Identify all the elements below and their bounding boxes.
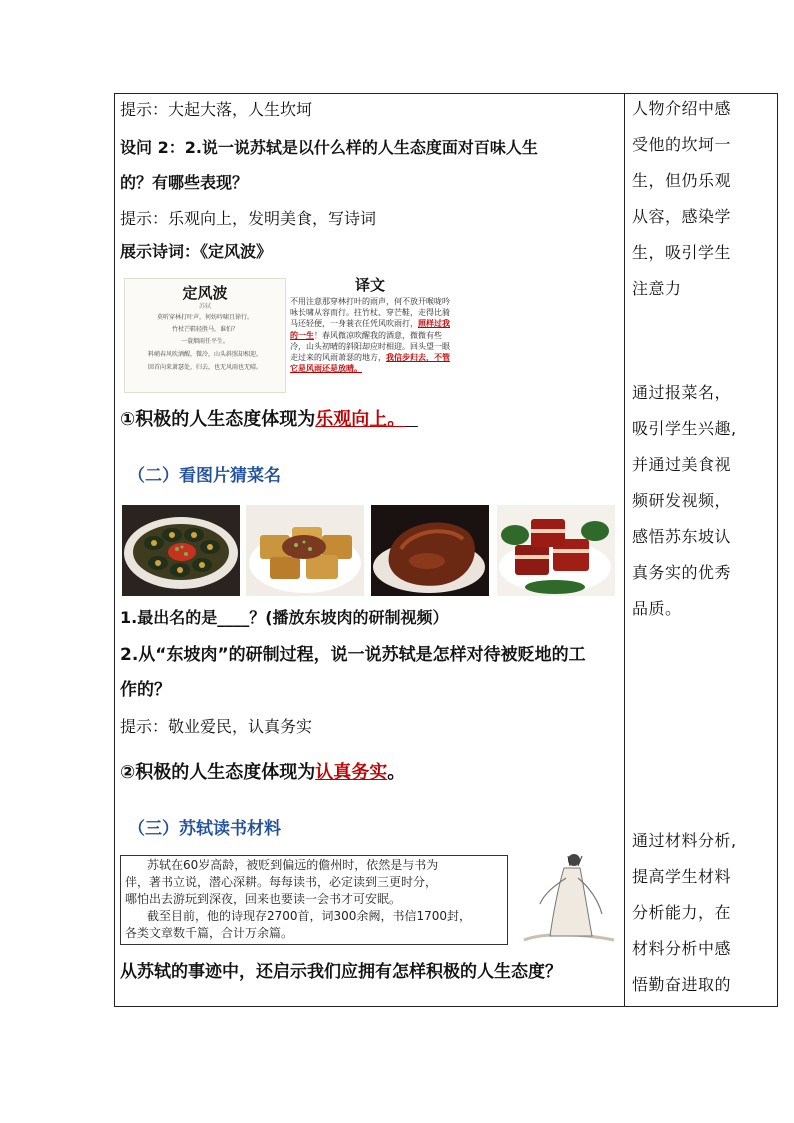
translation-title: 译文	[354, 276, 385, 294]
dish-photo-3	[371, 505, 489, 596]
final-question: 从苏轼的事迹中，还启示我们应拥有怎样积极的人生态度？	[120, 962, 562, 982]
hint-2: 提示：乐观向上，发明美食，写诗词	[120, 209, 377, 228]
dish-question-1: 1.最出名的是____？(播放东坡肉的研制视频）	[120, 608, 449, 627]
translation-image	[288, 274, 452, 394]
scholar-illustration	[514, 848, 618, 948]
reading-line: 各类文章数千篇，合计万余篇。	[125, 926, 294, 940]
poem-line: 料峭春风吹酒醒，微冷，山头斜照却相迎。	[147, 351, 262, 358]
reading-line: 伴，著书立说，潜心深耕。每每读书，必定读到三更时分，	[125, 875, 438, 889]
dish-photo-4	[497, 505, 615, 596]
dish-question-2-line1: 2.从“东坡肉”的研制过程，说一说苏轼是怎样对待被贬地的工	[120, 645, 586, 665]
reading-material-box	[120, 855, 508, 945]
section-3-heading: （三）苏轼读书材料	[128, 819, 281, 839]
section-2-heading: （二）看图片猜菜名	[128, 466, 281, 486]
show-poem-label: 展示诗词：《定风波》	[120, 242, 273, 261]
poem-line: 一蓑烟雨任平生。	[180, 338, 229, 345]
question-2-line2: 的？有哪些表现？	[120, 173, 249, 192]
column-divider	[624, 93, 625, 1007]
poem-line: 回首向来萧瑟处，归去，也无风雨也无晴。	[147, 364, 262, 371]
dish-question-2-line2: 作的？	[120, 680, 171, 700]
translation-highlight-1: 照样过我的一生	[290, 319, 450, 340]
reading-line: 苏轼在60岁高龄，被贬到偏远的儋州时，依然是与书为	[147, 858, 439, 872]
reading-line: 截至目前，他的诗现存2700首，词300余阙，书信1700封，	[147, 909, 471, 923]
poem-line: 莫听穿林打叶声，何妨吟啸且徐行。	[156, 314, 253, 321]
translation-body: 不用注意那穿林打叶的雨声，何不放开喉咙吟咏长啸从容而行。拄竹杖、穿芒鞋，走得比骑马还轻便，一身蓑衣任凭风吹雨打，照样过我的一生！春风微凉吹醒我的酒意，微微有些冷，山头初晴的斜阳却应时相迎。回头望一眼走过来的风雨萧瑟的地方，我信步归去，不管它是风雨还是放晴。	[290, 297, 450, 374]
design-note-3: 通过材料分析, 提高学生材料 分析能力，在 材料分析中感 悟勤奋进取的	[632, 831, 737, 994]
attitude-1-value: 乐观向上。	[315, 409, 406, 430]
hint-3: 提示：敬业爱民，认真务实	[120, 717, 313, 736]
design-note-1: 人物介绍中感 受他的坎坷一 生，但仍乐观 从容，感染学 生，吸引学生 注意力	[632, 99, 732, 298]
attitude-1: ①积极的人生态度体现为乐观向上。	[120, 409, 406, 430]
dish-photo-1	[122, 505, 240, 596]
hint-1: 提示：大起大落，人生坎坷	[120, 100, 313, 119]
poem-title: 定风波	[182, 284, 228, 302]
question-2-line1: 设问 2：2.说一说苏轼是以什么样的人生态度面对百味人生	[120, 138, 538, 157]
poem-line: 竹杖芒鞋轻胜马，谁怕？	[171, 326, 238, 333]
dish-photo-2	[246, 505, 364, 596]
attitude-2-value: 认真务实	[315, 762, 388, 783]
poem-author: 苏轼	[198, 303, 211, 310]
translation-highlight-2: 我信步归去，不管它是风雨还是放晴。	[290, 353, 450, 374]
poem-image	[124, 278, 286, 393]
design-note-2: 通过报菜名， 吸引学生兴趣, 并通过美食视 频研发视频， 感悟苏东坡认 真务实的优秀 品质。	[632, 383, 737, 618]
reading-line: 哪怕出去游玩到深夜，回来也要读一会书才可安眠。	[125, 892, 402, 906]
attitude-2: ②积极的人生态度体现为认真务实。	[120, 762, 406, 783]
